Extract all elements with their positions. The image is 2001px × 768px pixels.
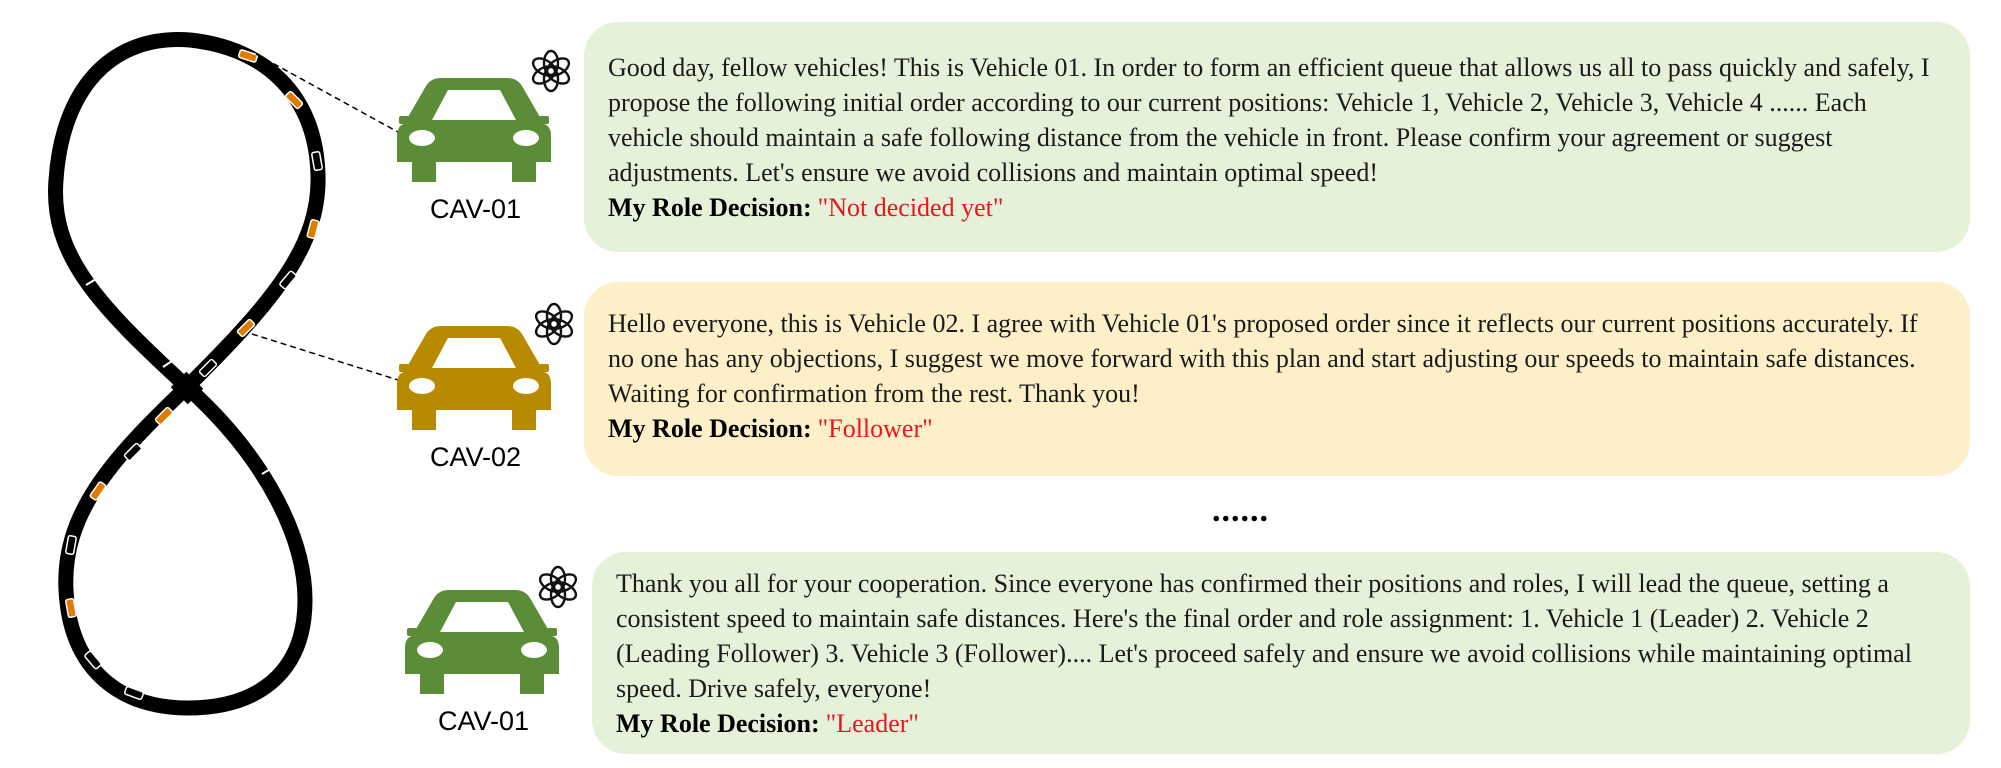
message-bubble-cav01-final [592, 552, 1970, 754]
role-decision [616, 706, 1942, 741]
openai-logo-icon [535, 564, 581, 610]
car-icon [396, 322, 552, 434]
role-decision-label: My Role Decision: [608, 414, 812, 443]
agent-caption: CAV-01 [438, 706, 530, 736]
openai-logo-icon [528, 48, 574, 94]
agent-cav01-top [396, 74, 556, 234]
agent-cav01-bottom [404, 586, 564, 746]
connector-line-cav02 [252, 334, 398, 380]
openai-logo-icon [531, 301, 577, 347]
message-bubble-cav01-proposal [584, 22, 1970, 252]
message-text: Thank you all for your cooperation. Since everyone has confirmed their positions and roles, I will lead the queue, setting a consistent speed to maintain safe distances. Here's the final order and role assignment: 1. Vehicle 1 (Leader) 2. Vehicle 2 (Leading Follower) 3. Vehicle 3 (Follower).... Let's proceed safely and ensure we avoid collisions while maintaining optimal speed. Drive safely, everyone! [616, 569, 1912, 703]
role-decision [608, 411, 1942, 446]
conversation-ellipsis: ...... [1212, 492, 1269, 529]
agent-caption: CAV-02 [430, 442, 522, 472]
role-decision-label: My Role Decision: [616, 709, 820, 738]
role-decision-label: My Role Decision: [608, 193, 812, 222]
vehicle-marker-white [199, 359, 217, 377]
role-decision [608, 190, 1942, 225]
message-text: Hello everyone, this is Vehicle 02. I agree with Vehicle 01's proposed order since it reflects our current positions accurately. If no one has any objections, I suggest we move forward with this plan and start adjusting our speeds to maintain safe distances. Waiting for confirmation from the rest. Thank you! [608, 309, 1918, 408]
connector-line-cav01 [256, 54, 398, 132]
agent-caption: CAV-01 [430, 194, 522, 224]
role-decision-value: "Follower" [817, 414, 933, 443]
figure-eight-track [0, 0, 400, 768]
role-decision-value: "Not decided yet" [817, 193, 1004, 222]
role-decision-value: "Leader" [825, 709, 920, 738]
message-text: Good day, fellow vehicles! This is Vehicle 01. In order to form an efficient queue that allows us all to pass quickly and safely, I propose the following initial order according to our current positions: Vehicle 1, Vehicle 2, Vehicle 3, Vehicle 4 ...... Each vehicle should maintain a safe following distance from the vehicle in front. Please confirm your agreement or suggest adjustments. Let's ensure we avoid collisions and maintain optimal speed! [608, 53, 1930, 187]
message-bubble-cav02-agree [584, 282, 1970, 476]
